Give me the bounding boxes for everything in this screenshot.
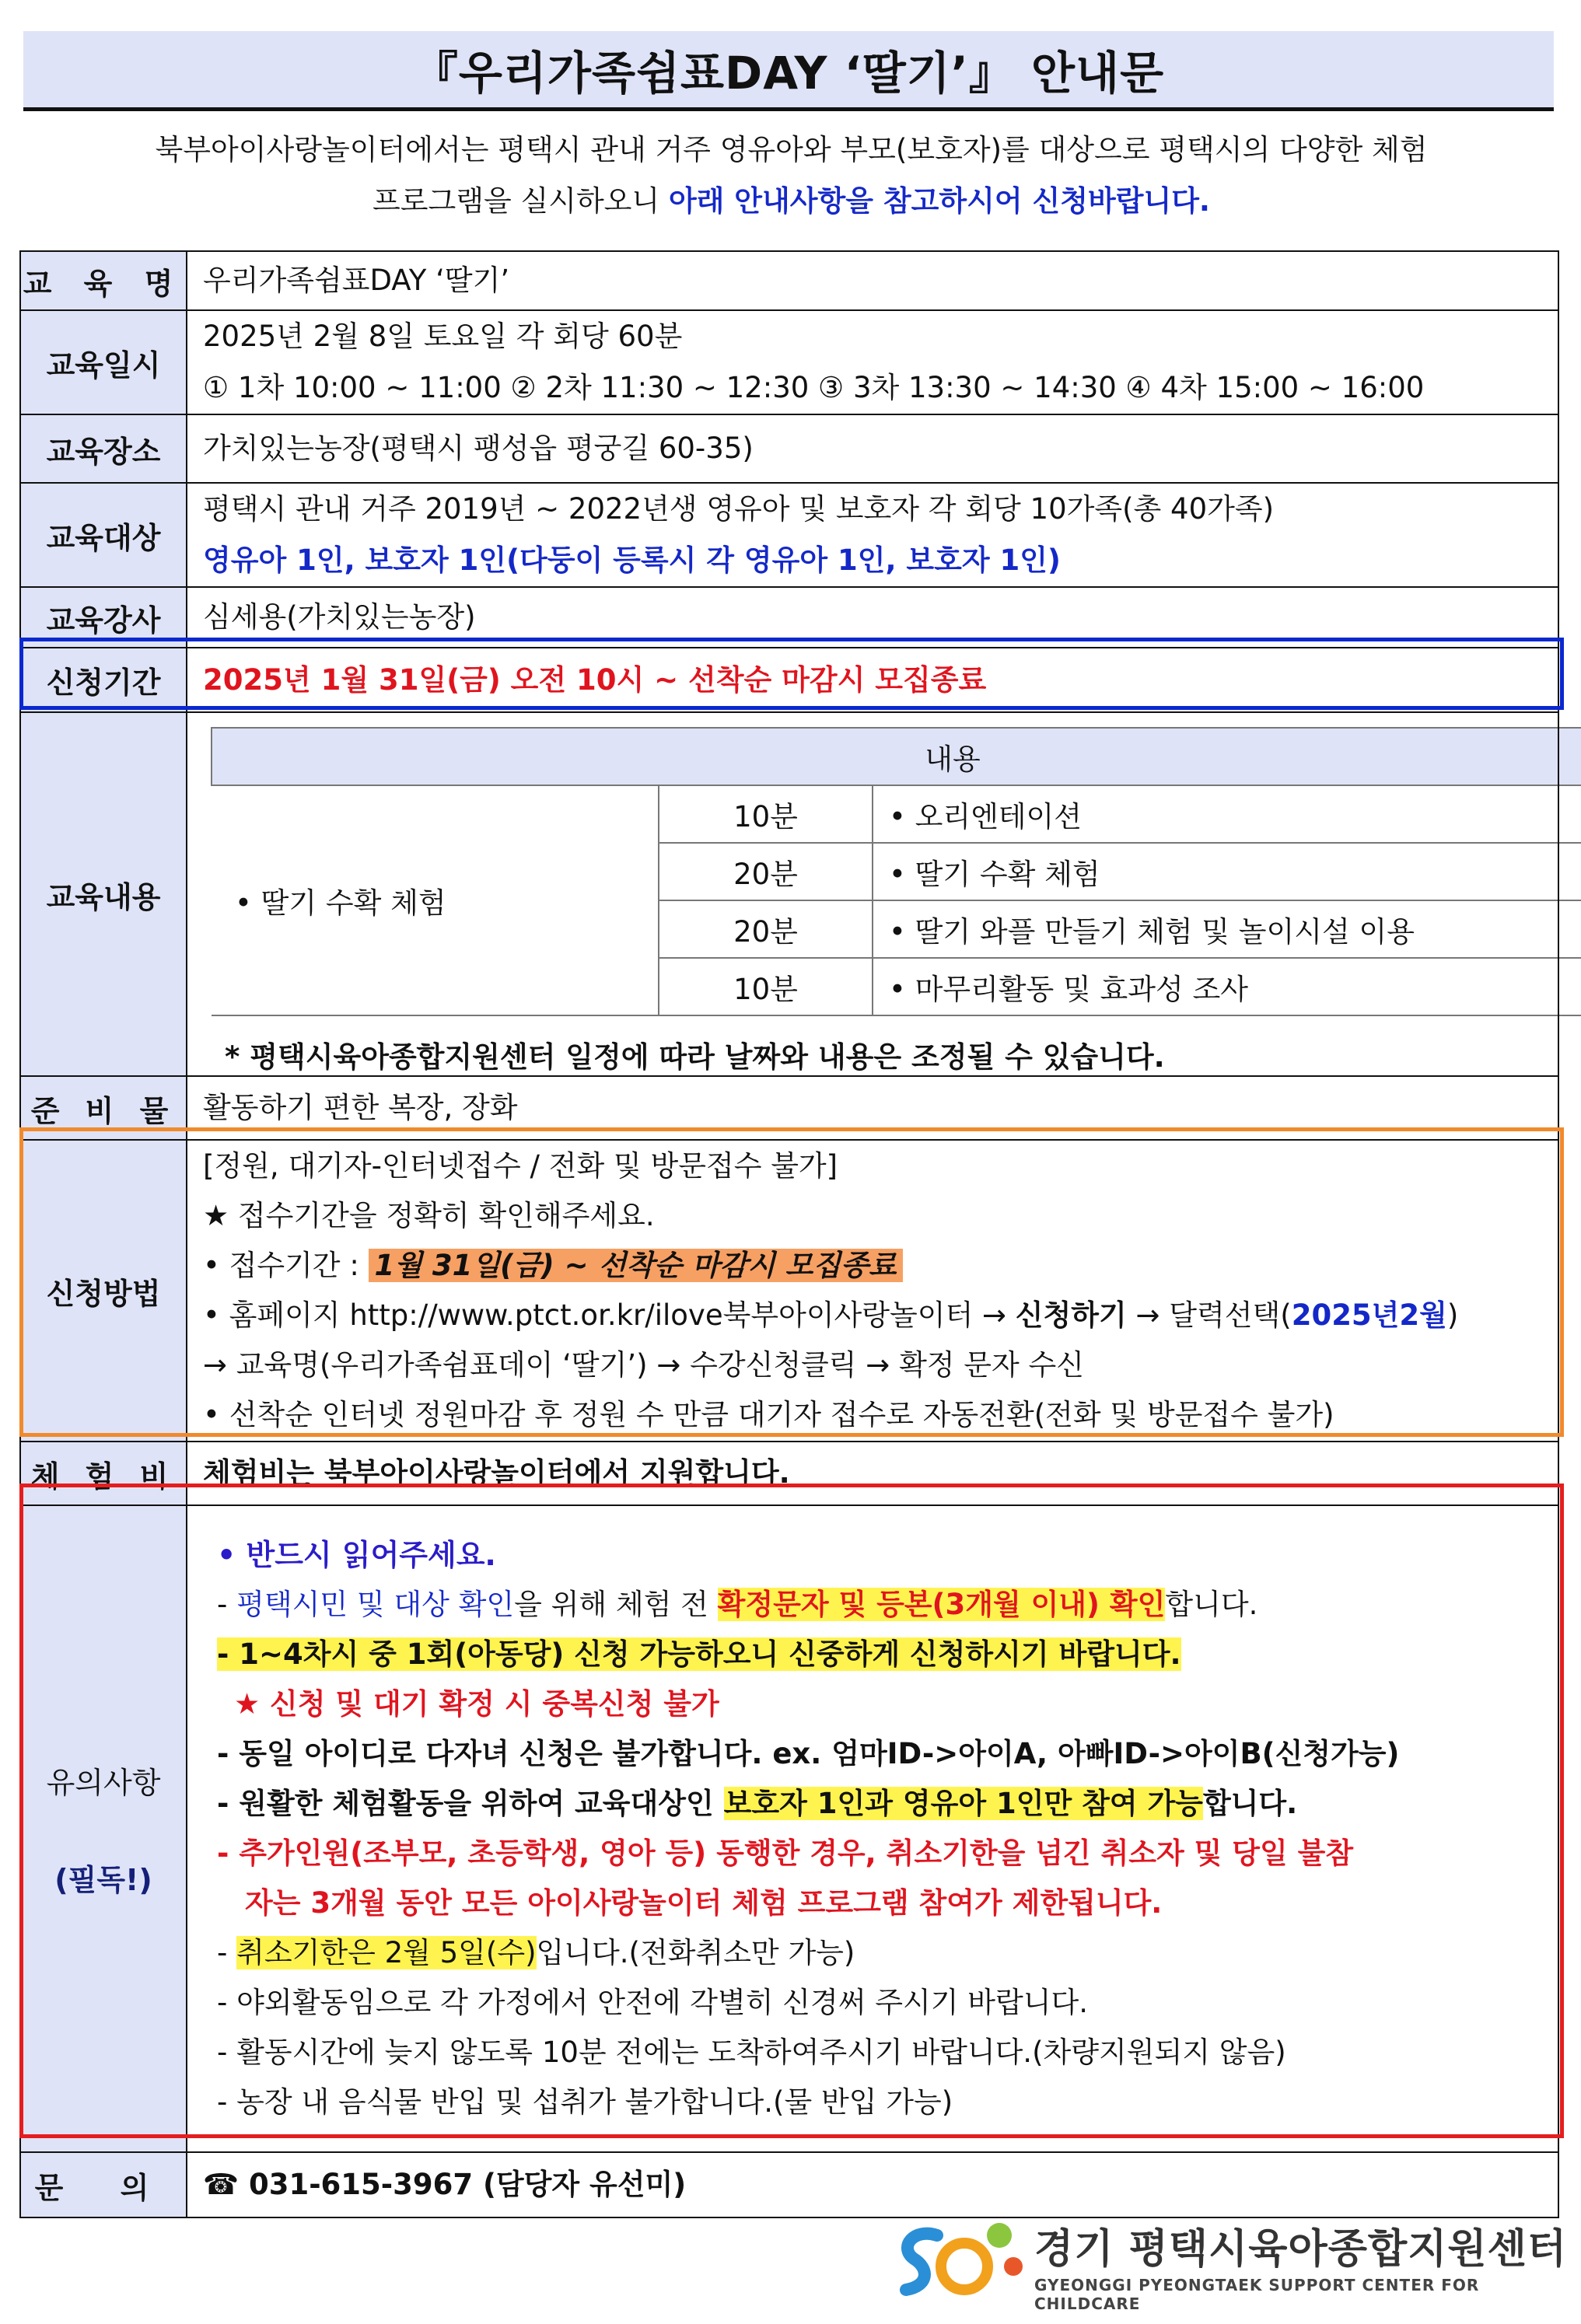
- row-apply-period: [20, 648, 1558, 712]
- notice-item-1: - 평택시민 및 대상 확인을 위해 체험 전 확정문자 및 등본(3개월 이내) 확인합니다.: [217, 1588, 1258, 1621]
- org-logo-icon: [883, 2212, 1030, 2305]
- method-line-5: → 교육명(우리가족쉼표데이 ‘딸기’) → 수강신청클릭 → 확정 문자 수신: [203, 1348, 1085, 1382]
- notice-item-3: ★ 신청 및 대기 확정 시 중복신청 불가: [234, 1687, 719, 1721]
- label-instructor: 교육강사: [20, 587, 187, 648]
- label-target: 교육대상: [20, 483, 187, 587]
- schedule-item: • 딸기 수확 체험: [873, 843, 1581, 900]
- notice-item-5: - 원활한 체험활동을 위하여 교육대상인 보호자 1인과 영유아 1인만 참여 가능합니다.: [217, 1787, 1298, 1820]
- notice-headline: • 반드시 읽어주세요.: [217, 1538, 496, 1572]
- value-place: 가치있는농장(평택시 팽성읍 평궁길 60-35): [187, 414, 1558, 483]
- org-name-english: GYEONGGI PYEONGTAEK SUPPORT CENTER FOR CHILDCARE: [1034, 2276, 1480, 2313]
- notice-item-4: - 동일 아이디로 다자녀 신청은 불가합니다. ex. 엄마ID->아이A, 아빠ID->아이B(신청가능): [217, 1737, 1400, 1770]
- label-notice: 유의사항 (필독!): [20, 1505, 187, 2152]
- row-content: [20, 712, 1558, 1076]
- label-content: 교육내용: [20, 712, 187, 1076]
- content-schedule-table: [211, 727, 1581, 1016]
- notice-item-9: - 활동시간에 늦지 않도록 10분 전에는 도착하여주시기 바랍니다.(차량지원되지 않음): [217, 2036, 1286, 2069]
- notice-item-2: - 1~4차시 중 1회(아동당) 신청 가능하오니 신중하게 신청하시기 바랍니다.: [217, 1637, 1181, 1671]
- title-text: 『우리가족쉼표DAY ‘딸기’』 안내문: [412, 47, 1165, 100]
- value-method: [187, 1140, 1558, 1442]
- notice-item-7: - 취소기한은 2월 5일(수)입니다.(전화취소만 가능): [217, 1936, 855, 1969]
- org-name-korean: 경기 평택시육아종합지원센터: [1034, 2226, 1568, 2273]
- value-fee: 체험비는 북부아이사랑놀이터에서 지원합니다.: [187, 1442, 1558, 1505]
- datetime-line-2: ① 1차 10:00 ~ 11:00 ② 2차 11:30 ~ 12:30 ③ 3차 13:30 ~ 14:30 ④ 4차 15:00 ~ 16:00: [203, 371, 1425, 404]
- schedule-item: • 마무리활동 및 효과성 조사: [873, 958, 1581, 1015]
- row-contact: [20, 2152, 1558, 2217]
- row-course-name: [20, 251, 1558, 310]
- info-table: [19, 250, 1559, 2218]
- value-supplies: 활동하기 편한 복장, 장화: [187, 1076, 1558, 1140]
- value-instructor: 심세용(가치있는농장): [187, 587, 1558, 648]
- row-fee: [20, 1442, 1558, 1505]
- method-line-6: • 선착순 인터넷 정원마감 후 정원 수 만큼 대기자 접수로 자동전환(전화 및 방문접수 불가): [203, 1398, 1334, 1431]
- target-line-1: 평택시 관내 거주 2019년 ~ 2022년생 영유아 및 보호자 각 회당 10가족(총 40가족): [203, 492, 1275, 526]
- method-period-highlight: 1월 31일(금) ~ 선착순 마감시 모집종료: [369, 1249, 903, 1282]
- schedule-minutes: 20분: [659, 843, 873, 900]
- notice-item-6b: 자는 3개월 동안 모든 아이사랑놀이터 체험 프로그램 참여가 제한됩니다.: [245, 1886, 1163, 1920]
- value-apply-period: 2025년 1월 31일(금) 오전 10시 ~ 선착순 마감시 모집종료: [187, 648, 1558, 712]
- method-line-1: [정원, 대기자-인터넷접수 / 전화 및 방문접수 불가]: [203, 1149, 838, 1183]
- notice-item-10: - 농장 내 음식물 반입 및 섭취가 불가합니다.(물 반입 가능): [217, 2085, 953, 2119]
- schedule-minutes: 10분: [659, 958, 873, 1015]
- schedule-item: • 딸기 와플 만들기 체험 및 놀이시설 이용: [873, 900, 1581, 958]
- intro-line-2: [31, 176, 1551, 227]
- row-supplies: [20, 1076, 1558, 1140]
- label-contact: 문 의: [20, 2152, 187, 2217]
- schedule-minutes: 20분: [659, 900, 873, 958]
- label-supplies: 준 비 물: [20, 1076, 187, 1140]
- notice-item-6a: - 추가인원(조부모, 초등학생, 영아 등) 동행한 경우, 취소기한을 넘긴 취소자 및 당일 불참: [217, 1836, 1354, 1870]
- label-datetime: 교육일시: [20, 310, 187, 414]
- page-title: [23, 31, 1554, 111]
- label-place: 교육장소: [20, 414, 187, 483]
- row-datetime: [20, 310, 1558, 414]
- row-notice: [20, 1505, 1558, 2152]
- row-instructor: [20, 587, 1558, 648]
- label-course-name: 교 육 명: [20, 251, 187, 310]
- content-note: * 평택시육아종합지원센터 일정에 따라 날짜와 내용은 조정될 수 있습니다.: [225, 1040, 1165, 1074]
- row-target: [20, 483, 1558, 587]
- schedule-item: • 오리엔테이션: [873, 785, 1581, 843]
- org-name: [1034, 2216, 1581, 2313]
- schedule-minutes: 10분: [659, 785, 873, 843]
- intro-line-2-emphasis: 아래 안내사항을 참고하시어 신청바랍니다.: [668, 184, 1210, 218]
- value-datetime: [187, 310, 1558, 414]
- value-content: [187, 712, 1558, 1076]
- method-line-2: ★ 접수기간을 정확히 확인해주세요.: [203, 1199, 655, 1232]
- row-place: [20, 414, 1558, 483]
- value-notice: [187, 1505, 1558, 2152]
- label-notice-sub: (필독!): [54, 1863, 152, 1897]
- method-line-3: • 접수기간 : 1월 31일(금) ~ 선착순 마감시 모집종료: [203, 1241, 1542, 1291]
- label-apply-period: 신청기간: [20, 648, 187, 712]
- content-header: 내용: [212, 728, 1581, 785]
- value-contact: ☎ 031-615-3967 (담당자 유선미): [187, 2152, 1558, 2217]
- notice-item-8: - 야외활동임으로 각 가정에서 안전에 각별히 신경써 주시기 바랍니다.: [217, 1986, 1088, 2019]
- method-line-4: • 홈페이지 http://www.ptct.or.kr/ilove북부아이사랑놀이터 → 신청하기 → 달력선택(2025년2월): [203, 1298, 1459, 1332]
- datetime-line-1: 2025년 2월 8일 토요일 각 회당 60분: [203, 320, 683, 353]
- value-target: [187, 483, 1558, 587]
- intro-paragraph: [31, 124, 1551, 227]
- row-method: [20, 1140, 1558, 1442]
- label-fee: 체 험 비: [20, 1442, 187, 1505]
- label-method: 신청방법: [20, 1140, 187, 1442]
- content-activity: • 딸기 수확 체험: [212, 785, 659, 1015]
- intro-line-2-plain: 프로그램을 실시하오니: [372, 184, 669, 218]
- value-course-name: 우리가족쉼표DAY ‘딸기’: [187, 251, 1558, 310]
- intro-line-1: 북부아이사랑놀이터에서는 평택시 관내 거주 영유아와 부모(보호자)를 대상으로 평택시의 다양한 체험: [155, 133, 1428, 166]
- target-line-2: 영유아 1인, 보호자 1인(다둥이 등록시 각 영유아 1인, 보호자 1인): [203, 543, 1061, 577]
